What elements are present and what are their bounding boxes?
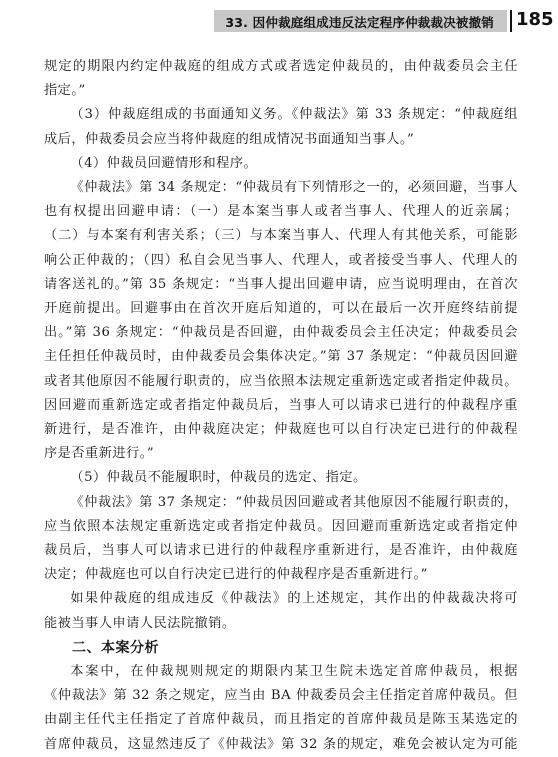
body-line: 出。”第 36 条规定：“仲裁员是否回避，由仲裁委员会主任决定；仲裁委员会 — [44, 325, 518, 341]
body-line: 由副主任代主任指定了首席仲裁员，而且指定的首席仲裁员是陈玉某选定的 — [44, 712, 518, 728]
body-line: 决定；仲裁庭也可以自行决定已进行的仲裁程序是否重新进行。” — [44, 567, 428, 583]
body-line: 首席仲裁员，这显然违反了《仲裁法》第 32 条的规定，难免会被认定为可能 — [44, 736, 518, 752]
body-line: 响公正仲裁的；（四）私自会见当事人、代理人，或者接受当事人、代理人的 — [44, 252, 518, 268]
page-header — [0, 0, 558, 44]
body-line: 请客送礼的。”第 35 条规定：“当事人提出回避申请，应当说明理由，在首次 — [44, 276, 518, 292]
page-body — [44, 55, 518, 757]
body-line: 因回避而重新选定或者指定仲裁员后，当事人可以请求已进行的仲裁程序重 — [44, 397, 518, 413]
body-line: 能被当事人申请人民法院撤销。 — [44, 615, 236, 631]
body-line: （二）与本案有利害关系；（三）与本案当事人、代理人有其他关系，可能影 — [44, 228, 518, 244]
body-line: 《仲裁法》第 32 条之规定，应当由 BA 仲裁委员会主任指定首席仲裁员。但 — [44, 688, 518, 704]
body-line: 指定。” — [44, 83, 86, 99]
body-line: 成后，仲裁委员会应当将仲裁庭的组成情况书面通知当事人。” — [44, 131, 415, 147]
body-line: 新进行，是否准许，由仲裁庭决定；仲裁庭也可以自行决定已进行的仲裁程 — [44, 422, 518, 438]
body-line: 《仲裁法》第 34 条规定：“仲裁员有下列情形之一的，必须回避，当事人 — [70, 180, 518, 196]
body-line: 应当依照本法规定重新选定或者指定仲裁员。因回避而重新选定或者指定仲 — [44, 518, 518, 534]
body-line: （4）仲裁员回避情形和程序。 — [70, 155, 258, 171]
body-line: （5）仲裁员不能履职时，仲裁员的选定、指定。 — [70, 470, 367, 486]
body-line: 《仲裁法》第 37 条规定：“仲裁员因回避或者其他原因不能履行职责的， — [70, 494, 518, 510]
page-number: 185 — [516, 9, 554, 30]
section-heading: 二、本案分析 — [72, 639, 159, 656]
body-line: 裁员后，当事人可以请求已进行的仲裁程序重新进行，是否准许，由仲裁庭 — [44, 543, 518, 559]
body-line: 开庭前提出。回避事由在首次开庭后知道的，可以在最后一次开庭终结前提 — [44, 301, 518, 317]
body-line: （3）仲裁庭组成的书面通知义务。《仲裁法》第 33 条规定：“仲裁庭组 — [70, 107, 518, 123]
header-divider — [510, 10, 512, 32]
body-line: 本案中，在仲裁规则规定的期限内某卫生院未选定首席仲裁员，根据 — [70, 664, 518, 680]
chapter-title: 33. 因仲裁庭组成违反法定程序仲裁裁决被撤销 — [225, 15, 494, 30]
body-line: 或者其他原因不能履行职责的，应当依照本法规定重新选定或者指定仲裁员。 — [44, 373, 518, 389]
body-line: 序是否重新进行。” — [44, 446, 155, 462]
body-line: 也有权提出回避申请：（一）是本案当事人或者当事人、代理人的近亲属； — [44, 204, 518, 220]
body-line: 规定的期限内约定仲裁庭的组成方式或者选定仲裁员的，由仲裁委员会主任 — [44, 59, 518, 74]
body-line: 主任担任仲裁员时，由仲裁委员会集体决定。”第 37 条规定：“仲裁员因回避 — [44, 349, 518, 365]
body-line: 如果仲裁庭的组成违反《仲裁法》的上述规定，其作出的仲裁裁决将可 — [70, 591, 518, 607]
